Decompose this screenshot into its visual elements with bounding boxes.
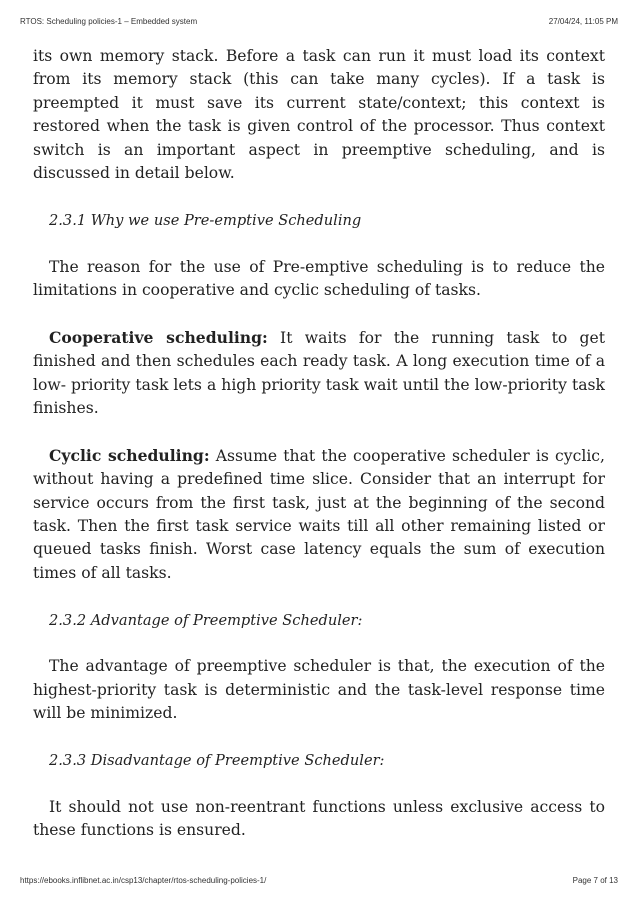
print-footer	[20, 876, 618, 885]
section-heading-2-3-3: 2.3.3 Disadvantage of Preemptive Scheduler:	[49, 752, 385, 770]
cooperative-description: It waits for the running task to get finished and then schedules each ready task. A long execution time of a low- priority task lets a high priority task wait until the low-priority task finishes.	[33, 328, 605, 418]
page-url: https://ebooks.inflibnet.ac.in/csp13/chapter/rtos-scheduling-policies-1/	[20, 876, 267, 885]
cyclic-description: Assume that the cooperative scheduler is cyclic, without having a predefined time slice. Consider that an interrupt for service occurs from the first task, just at the beginning of the second task. Then the first task service waits till all other remaining listed or queued tasks finish. Worst case latency equals the sum of execution times of all tasks.	[33, 446, 605, 582]
page-number: Page 7 of 13	[572, 876, 618, 885]
paragraph-intro: its own memory stack. Before a task can run it must load its context from its memory stack (this can take many cycles). If a task is preempted it must save its current state/context; this context is restored when the task is given control of the processor. Thus context switch is an important aspect in preemptive scheduling, and is discussed in detail below.	[33, 47, 605, 183]
paragraph-advantage: The advantage of preemptive scheduler is that, the execution of the highest-priority task is deterministic and the task-level response time will be minimized.	[33, 657, 605, 723]
print-header	[20, 17, 618, 26]
paragraph-cyclic	[33, 444, 605, 585]
term-cooperative-scheduling: Cooperative scheduling:	[49, 327, 268, 347]
paragraph-disadvantage: It should not use non-reentrant functions unless exclusive access to these functions is ensured.	[33, 797, 605, 840]
paragraph-reason: The reason for the use of Pre-emptive scheduling is to reduce the limitations in cooperative and cyclic scheduling of tasks.	[33, 257, 605, 300]
print-datetime: 27/04/24, 11:05 PM	[548, 17, 618, 26]
section-heading-2-3-1: 2.3.1 Why we use Pre-emptive Scheduling	[49, 211, 362, 229]
section-heading-2-3-2: 2.3.2 Advantage of Preemptive Scheduler:	[49, 611, 363, 629]
paragraph-cooperative	[33, 326, 605, 421]
document-title: RTOS: Scheduling policies-1 – Embedded system	[20, 17, 198, 26]
article-body	[33, 45, 605, 843]
term-cyclic-scheduling: Cyclic scheduling:	[49, 445, 210, 465]
